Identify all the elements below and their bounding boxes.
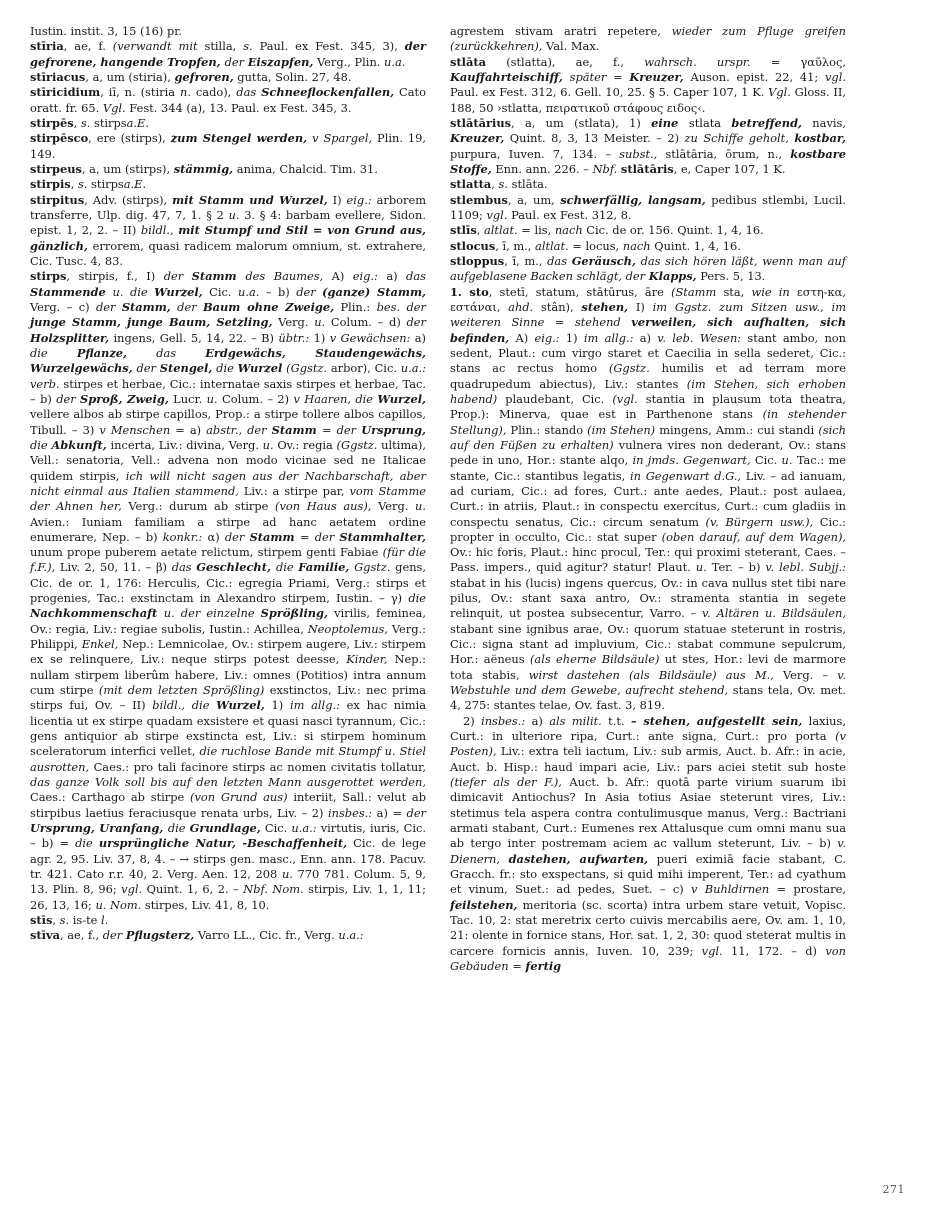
dictionary-entry: stloppus, ī, m., das Geräusch, das sich hören läßt, wenn man auf aufgeblasene Backen schlägt, der Klapps, Pers. 5, 13. bbox=[450, 253, 846, 284]
text-paragraph: 2) insbes.: a) als milit. t.t. – stehen, aufgestellt sein, laxius, Curt.: in ulteriore ripa, Curt.: ante signa, Curt.: pro porta (v Posten), Liv.: extra teli iactum, Liv.: sub armis, Auct. b. Afr.: in acie, Auct. b. Hisp.: haud impari acie, Liv.: pars aciei stetit sub hoste (tiefer als der F.), Auct. b. Afr.: quotā parte virium suarum ibi dimicavit Antiochus? In Asia totius Asiae steterunt vires, Liv.: stetimus tela aspera contra contulimusque manus, Verg.: Bactriani armati stabant, Curt.: Eumenes rex Attalusque cum omni manu sua ab tergo inter postremam aciem ac vallum steterunt, Liv. – b) v. Dienern, dastehen, aufwarten, pueri eximiā facie stabant, C. Gracch. fr.: sto exspectans, si quid mihi imperent, Ter.: ad cyathum et vinum, Suet.: ad pedes, Suet. – c) v Buhldirnen = prostare, feilstehen, meritoria (sc. scorta) intra urbem stare vetuit, Vopisc. Tac. 10, 2: stat meretrix certo cuivis mercabilis aere, Ov. am. 1, 10, 21: olente in fornice stans, Hor. sat. 1, 2, 30: quod steterat multis in carcere fornicis annis, Iuven. 10, 239; vgl. 11, 172. – d) von Gebäuden = fertig bbox=[450, 713, 847, 974]
two-column-text-body bbox=[30, 24, 905, 1164]
dictionary-entry: stīria, ae, f. (verwandt mit stilla, s. Paul. ex Fest. 345, 3), der gefrorene, hangende Tropfen, der Eiszapfen, Verg., Plin. u.a. bbox=[30, 39, 426, 69]
dictionary-entry: stirps, stirpis, f., I) der Stamm des Baumes, A) eig.: a) das Stammende u. die Wurzel, Cic. u.a. – b) der (ganze) Stamm, Verg. – c) der Stamm, der Baum ohne Zweige, Plin.: bes. der junge Stamm, junge Baum, Setzling, Verg. u. Colum. – d) der Holzsplitter, ingens, Gell. 5, 14, 22. – B) übtr.: 1) v Gewächsen: a) die Pflanze, das Erdgewächs, Staudengewächs, Wurzelgewächs, der Stengel, die Wurzel (Ggstz. arbor), Cic. u.a.: verb. stirpes et herbae, Cic.: internatae saxis stirpes et herbae, Tac. – b) der Sproß, Zweig, Lucr. u. Colum. – 2) v Haaren, die Wurzel, vellere albos ab stirpe capillos, Prop.: a stirpe tollere albos capillos, Tibull. – 3) v Menschen = a) abstr., der Stamm = der Ursprung, die Abkunft, incerta, Liv.: divina, Verg. u. Ov.: regia (Ggstz. ultima), Vell.: senatoria, Vell.: advena non modo vicinae sed ne Italicae quidem stirpis, ich will nicht sagen aus der Nachbarschaft, aber nicht einmal aus Italien stammend, Liv.: a stirpe par, vom Stamme der Ahnen her, Verg.: durum ab stirpe (von Haus aus), Verg. u. Avien.: Iuniam familiam a stirpe ad hanc aetatem ordine enumerare, Nep. – b) konkr.: α) der Stamm = der Stammhalter, unum prope puberem aetate relictum, stirpem genti Fabiae (für die f.F.), Liv. 2, 50, 11. – β) das Geschlecht, die Familie, Ggstz. gens, Cic. de or. 1, 176: Herculis, Cic.: egregia Priami, Verg.: stirps et progenies, Tac.: exstinctam in Alexandro stirpem, Iustin. – γ) die Nachkommenschaft u. der einzelne Sprößling, virilis, feminea, Ov.: regia, Liv.: regiae subolis, Iustin.: Achillea, Neoptolemus, Verg.: Philippi, Enkel, Nep.: Lemnicolae, Ov.: stirpem augere, Liv.: stirpem ex se relinquere, Liv.: neque stirps potest deesse, Kinder, Nep.: nullam stirpem liberûm habere, Liv.: omnes (Potitios) intra annum cum stirpe (mit dem letzten Sprößling) exstinctos, Liv.: nec prima stirps fui, Ov. – II) bildl., die Wurzel, 1) im allg.: ex hac nimia licentia ut ex stirpe quadam exsistere et quasi nasci tyrannum, Cic.: gens antiquior ab stirpe exstincta est, Liv.: si stirpem hominum sceleratorum interfici vellet, die ruchlose Bande mit Stumpf u. Stiel ausrotten, Caes.: pro tali facinore stirps ac nomen civitatis tollatur, das ganze Volk soll bis auf den letzten Mann ausgerottet werden, Caes.: Carthago ab stirpe (von Grund aus) interiit, Sall.: velut ab stirpibus laetius feraciusque renata urbs, Liv. – 2) insbes.: a) = der Ursprung, Uranfang, die Grundlage, Cic. u.a.: virtutis, iuris, Cic. – b) = die ursprüngliche Natur, -Beschaffenheit, Cic. de lege agr. 2, 95. Liv. 37, 8, 4. – → stirps gen. masc., Enn. ann. 178. Pacuv. tr. 421. Cato r.r. 40, 2. Verg. Aen. 12, 208 u. 770 781. Colum. 5, 9, 13. Plin. 8, 96; vgl. Quint. 1, 6, 2. – Nbf. Nom. stirpis, Liv. 1, 1, 11; 26, 13, 16; u. Nom. stirpes, Liv. 41, 8, 10. bbox=[30, 269, 427, 912]
dictionary-entry: stirpeus, a, um (stirps), stämmig, anima, Chalcid. Tim. 31. bbox=[30, 161, 378, 176]
page-number: 271 bbox=[882, 1183, 905, 1196]
dictionary-entry: stīriacus, a, um (stiria), gefroren, gutta, Solin. 27, 48. bbox=[30, 69, 352, 84]
dictionary-entry: stlatta, s. stlāta. bbox=[450, 177, 548, 192]
dictionary-entry: stirpēsco, ere (stirps), zum Stengel werden, v Spargel, Plin. 19, 149. bbox=[30, 131, 427, 161]
dictionary-entry: stīva, ae, f., der Pflugsterz, Varro LL., Cic. fr., Verg. u.a.: bbox=[30, 928, 364, 943]
text-paragraph: agrestem stivam aratri repetere, wieder zum Pfluge greifen (zurückkehren), Val. Max. bbox=[450, 24, 846, 54]
dictionary-entry: stīricidium, iī, n. (stiria n. cado), das Schneeflockenfallen, Cato oratt. fr. 65. Vgl. Fest. 344 (a), 13. Paul. ex Fest. 345, 3. bbox=[30, 85, 426, 115]
dictionary-entry: stlātārius, a, um (stlata), 1) eine stlata betreffend, navis, Kreuzer, Quint. 8, 3, 13 Meister. – 2) zu Schiffe geholt, kostbar, purpura, Iuven. 7, 134. – subst., stlātāria, ōrum, n., kostbare Stoffe, Enn. ann. 226. – Nbf. stlātāris, e, Caper 107, 1 K. bbox=[450, 115, 847, 176]
text-column-left bbox=[30, 24, 426, 1164]
dictionary-entry: stlāta (stlatta), ae, f., wahrsch. urspr. = γαῦλος, Kauffahrteischiff, später = Kreuzer, Auson. epist. 22, 41; vgl. Paul. ex Fest. 312, 6. Gell. 10, 25. § 5. Caper 107, 1 K. Vgl. Gloss. II, 188, 50 ›stlatta, πειρατικοῦ στάφους ειδος‹. bbox=[450, 54, 846, 115]
dictionary-entry: stlīs, altlat. = lis, nach Cic. de or. 156. Quint. 1, 4, 16. bbox=[450, 223, 764, 238]
dictionary-entry: stirpitus, Adv. (stirps), mit Stamm und Wurzel, I) eig.: arborem transferre, Ulp. dig. 47, 7, 1. § 2 u. 3. § 4: barbam evellere, Sidon. epist. 1, 2, 2. – II) bildl., mit Stumpf und Stil = von Grund aus, gänzlich, errorem, quasi radicem malorum omnium, st. extrahere, Cic. Tusc. 4, 83. bbox=[30, 192, 427, 268]
text-paragraph: Iustin. instit. 3, 15 (16) pr. bbox=[30, 24, 183, 38]
dictionary-entry: stīs, s. is-te l. bbox=[30, 913, 109, 928]
dictionary-entry: 1. sto, stetī, statum, stātūrus, āre (Stamm sta, wie in εστη-κα, εστάναι, ahd. stân), stehen, I) im Ggstz. zum Sitzen usw., im weiteren Sinne = stehend verweilen, sich aufhalten, sich befinden, A) eig.: 1) im allg.: a) v. leb. Wesen: stant ambo, non sedent, Plaut.: cum virgo staret et Caecilia in sella sederet, Cic.: stans ac rectus homo (Ggstz. humilis et ad terram more quadrupedum abiectus), Liv.: stantes (im Stehen, sich erhoben habend) plaudebant, Cic. (vgl. stantia in plausum tota theatra, Prop.): Minerva, quae est in Parthenone stans (in stehender Stellung), Plin.: stando (im Stehen) mingens, Amm.: cui standi (sich auf den Füßen zu erhalten) vulnera vires non dederant, Ov.: stans pede in uno, Hor.: stante alqo, in jmds. Gegenwart, Cic. u. Tac.: me stante, Cic.: stantibus legatis, in Gegenwart d.G., Liv. – ad ianuam, ad curiam, Cic.: ad fores, Curt.: ante aedes, Plaut.: post aulaea, Curt.: in atriis, Plaut.: in conspectu exercitus, Curt.: cum gladiis in conspectu senatus, Cic.: circum senatum (v. Bürgern usw.), Cic.: propter in occulto, Cic.: stat super (oben darauf, auf dem Wagen), Ov.: hic foris, Plaut.: hinc procul, Ter.: qui proximi steterant, Caes. – Pass. impers., quid agitur? statur! Plaut. u. Ter. – b) v. lebl. Subjj.: stabat in his (lucis) ingens quercus, Ov.: in cava nullus stet tibi nare pilus, Ov.: stant saxa antro, Ov.: stramenta stantia in segete relinquit, ut postea subsecentur, Varro. – v. Altären u. Bildsäulen, stabant sine ignibus arae, Ov.: quorum statuae steterunt in rostris, Cic.: signa stant ad impluvium, Cic.: stabat commune sepulcrum, Hor.: aëneus (als eherne Bildsäule) ut stes, Hor.: levi de marmore tota stabis, wirst dastehen (als Bildsäule) aus M., Verg. – v. Webstuhle und dem Gewebe, aufrecht stehend, stans tela, Ov. met. 4, 275: stantes telae, Ov. fast. 3, 819. bbox=[450, 284, 847, 713]
dictionary-entry: stirpis, s. stirpsa.E. bbox=[30, 177, 147, 192]
dictionary-entry: stirpēs, s. stirpsa.E. bbox=[30, 115, 149, 130]
text-column-right bbox=[450, 24, 846, 1164]
dictionary-entry: stlocus, ī, m., altlat. = locus, nach Quint. 1, 4, 16. bbox=[450, 238, 741, 253]
dictionary-entry: stlembus, a, um, schwerfällig, langsam, pedibus stlembi, Lucil. 1109; vgl. Paul. ex Fest. 312, 8. bbox=[450, 192, 847, 222]
